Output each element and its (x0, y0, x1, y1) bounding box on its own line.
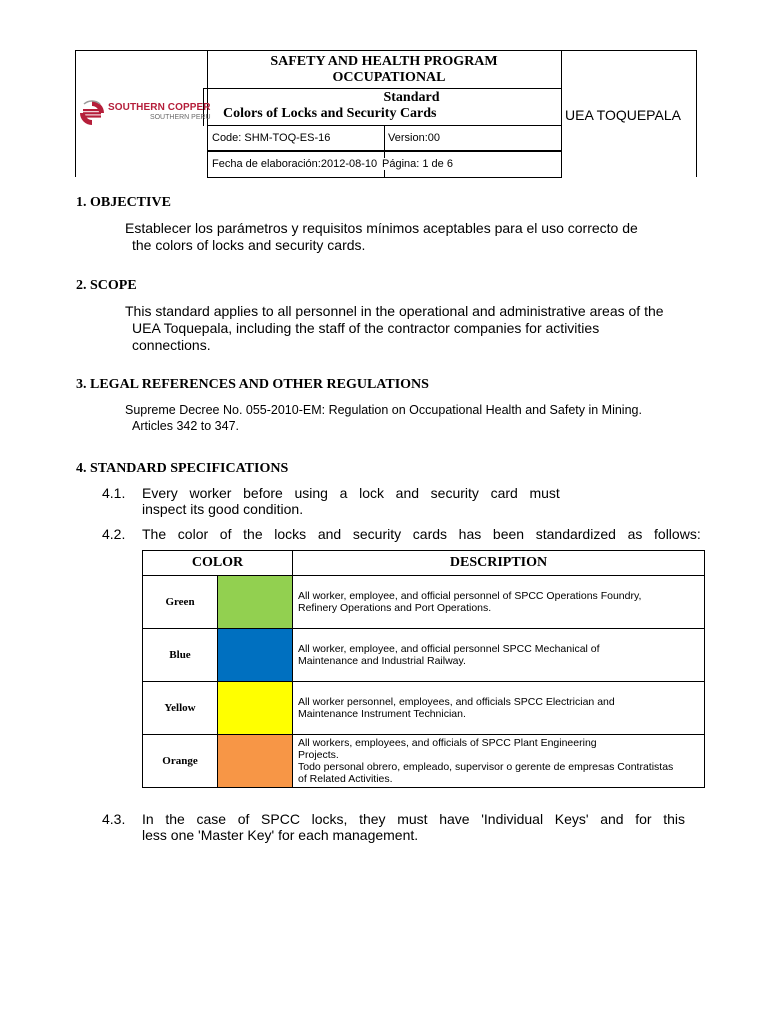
legal-line2: Articles 342 to 347. (132, 419, 240, 433)
description-line: Maintenance and Industrial Railway. (298, 655, 466, 667)
objective-line2: the colors of locks and security cards. (132, 237, 366, 253)
color-swatch-blue (218, 629, 293, 682)
item-4-1-line2: inspect its good condition. (142, 501, 304, 517)
program-title (208, 54, 560, 86)
color-column-header: COLOR (143, 551, 293, 576)
item-4-3-line2: less one 'Master Key' for each management. (142, 827, 419, 843)
table-row (143, 576, 705, 629)
description-column-header: DESCRIPTION (293, 551, 705, 576)
table-row (143, 629, 705, 682)
color-description (293, 682, 705, 735)
header-right-border (696, 50, 697, 177)
standard-title (208, 90, 560, 122)
description-line: Refinery Operations and Port Operations. (298, 602, 492, 614)
color-swatch-green (218, 576, 293, 629)
color-swatch-yellow (218, 682, 293, 735)
item-4-2-number: 4.2. (102, 526, 126, 542)
color-name: Yellow (143, 682, 218, 735)
description-line: All worker, employee, and official personnel of SPCC Operations Foundry, (298, 589, 642, 602)
table-header-row (143, 551, 705, 576)
company-logo (80, 100, 211, 126)
header-left-border (75, 50, 76, 177)
section-scope-title: 2. SCOPE (76, 278, 137, 293)
unit-name: UEA TOQUEPALA (565, 107, 681, 123)
description-line: All worker, employee, and official personnel SPCC Mechanical of (298, 642, 600, 655)
color-name: Green (143, 576, 218, 629)
color-name: Blue (143, 629, 218, 682)
page-number: Página: 1 de 6 (382, 158, 453, 170)
description-line: of Related Activities. (298, 773, 393, 785)
logo-sub-text: SOUTHERN PERU (149, 114, 211, 121)
color-description (293, 735, 705, 788)
program-title-line2: OCCUPATIONAL (332, 70, 446, 85)
item-4-3-line1: In the case of SPCC locks, they must have 'Individual Keys' and for this (142, 811, 686, 827)
table-row (143, 735, 705, 788)
description-line: All worker personnel, employees, and officials SPCC Electrician and (298, 695, 615, 708)
logo-main-text: SOUTHERN COPPER (108, 102, 211, 113)
elaboration-date: Fecha de elaboración:2012-08-10 (212, 158, 378, 170)
section-specifications-title: 4. STANDARD SPECIFICATIONS (76, 461, 289, 476)
legal-line1: Supreme Decree No. 055-2010-EM: Regulation on Occupational Health and Safety in Mining. (125, 403, 642, 417)
scope-line2: UEA Toquepala, including the staff of the contractor companies for activities (132, 320, 600, 336)
color-name: Orange (143, 735, 218, 788)
southern-copper-logo-icon (80, 100, 104, 126)
standard-title-line1: Standard (383, 90, 440, 105)
objective-line1: Establecer los parámetros y requisitos mínimos aceptables para el uso correcto de (125, 220, 638, 236)
color-swatch-orange (218, 735, 293, 788)
item-4-1-number: 4.1. (102, 485, 126, 501)
header-top-border (75, 50, 697, 51)
description-line: Maintenance Instrument Technician. (298, 708, 466, 720)
description-line: All workers, employees, and officials of SPCC Plant Engineering (298, 737, 597, 749)
item-4-2-line1: The color of the locks and security cards has been standardized as follows: (142, 526, 701, 542)
table-row (143, 682, 705, 735)
description-line: Projects. (298, 749, 339, 761)
header-divider-right (561, 50, 562, 177)
color-description (293, 576, 705, 629)
section-objective-title: 1. OBJECTIVE (76, 195, 171, 210)
standard-title-line2: Colors of Locks and Security Cards (223, 106, 437, 121)
item-4-3-number: 4.3. (102, 811, 126, 827)
document-version: Version:00 (388, 132, 440, 144)
document-code: Code: SHM-TOQ-ES-16 (212, 132, 331, 144)
lock-color-table (142, 550, 705, 788)
header-inner-line (203, 88, 562, 89)
color-description (293, 629, 705, 682)
item-4-1-line1: Every worker before using a lock and security card must (142, 485, 560, 501)
scope-line1: This standard applies to all personnel in the operational and administrative areas of the (125, 303, 664, 319)
section-legal-title: 3. LEGAL REFERENCES AND OTHER REGULATIONS (76, 377, 429, 392)
description-line: Todo personal obrero, empleado, supervisor o gerente de empresas Contratistas (298, 761, 674, 773)
scope-line3: connections. (132, 337, 211, 353)
header-inner-line (207, 177, 562, 178)
program-title-line1: SAFETY AND HEALTH PROGRAM (270, 54, 498, 69)
